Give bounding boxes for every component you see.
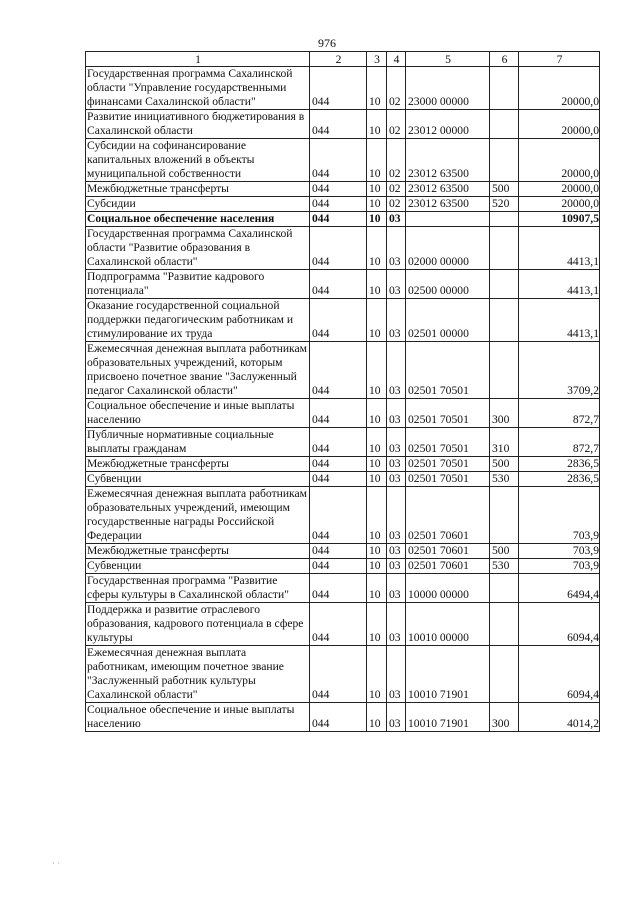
scan-mark: · · [52,858,61,868]
row-rz-cell: 10 [367,399,387,428]
row-name-cell: Государственная программа Сахалинской области "Управление государственными финансами Сахалинской области" [86,67,310,110]
row-gr-cell: 044 [310,212,367,227]
row-rz-cell: 10 [367,270,387,299]
row-rz-cell: 10 [367,603,387,646]
row-name-cell: Межбюджетные трансферты [86,457,310,472]
row-name-cell: Социальное обеспечение и иные выплаты населению [86,399,310,428]
row-vr-cell [490,342,519,399]
row-name-cell: Ежемесячная денежная выплата работникам образовательных учреждений, имеющим государственные награды Российской Федерации [86,487,310,544]
row-vr-cell: 500 [490,457,519,472]
row-rz-cell: 10 [367,212,387,227]
row-rz-cell: 10 [367,544,387,559]
row-rz-cell: 10 [367,110,387,139]
budget-table [85,51,600,732]
table-row [86,703,600,732]
row-pr-cell: 03 [387,399,406,428]
row-pr-cell: 02 [387,67,406,110]
row-csr-cell: 10010 00000 [406,603,490,646]
row-csr-cell: 02500 00000 [406,270,490,299]
row-gr-cell: 044 [310,270,367,299]
row-name-cell: Оказание государственной социальной поддержки педагогическим работникам и стимулирование их труда [86,299,310,342]
table-row [86,110,600,139]
row-csr-cell: 23012 63500 [406,182,490,197]
row-vr-cell [490,67,519,110]
row-gr-cell: 044 [310,703,367,732]
row-name-cell: Социальное обеспечение населения [86,212,310,227]
row-amount-cell: 6494,4 [519,574,600,603]
row-name-cell: Субсидии [86,197,310,212]
row-pr-cell: 02 [387,110,406,139]
row-gr-cell: 044 [310,487,367,544]
row-gr-cell: 044 [310,559,367,574]
row-vr-cell: 500 [490,182,519,197]
row-pr-cell: 02 [387,139,406,182]
header-cell-pr: 4 [387,52,406,67]
header-cell-name: 1 [86,52,310,67]
row-amount-cell: 703,9 [519,559,600,574]
row-name-cell: Ежемесячная денежная выплата работникам, имеющим почетное звание "Заслуженный работник культуры Сахалинской области" [86,646,310,703]
row-pr-cell: 03 [387,472,406,487]
row-rz-cell: 10 [367,646,387,703]
row-rz-cell: 10 [367,559,387,574]
row-amount-cell: 6094,4 [519,603,600,646]
row-name-cell: Межбюджетные трансферты [86,182,310,197]
row-rz-cell: 10 [367,227,387,270]
row-gr-cell: 044 [310,574,367,603]
header-cell-rz: 3 [367,52,387,67]
table-body [86,67,600,732]
row-vr-cell [490,299,519,342]
row-name-cell: Подпрограмма "Развитие кадрового потенциала" [86,270,310,299]
row-pr-cell: 03 [387,603,406,646]
row-vr-cell [490,603,519,646]
row-vr-cell [490,487,519,544]
row-name-cell: Публичные нормативные социальные выплаты гражданам [86,428,310,457]
row-rz-cell: 10 [367,197,387,212]
row-gr-cell: 044 [310,457,367,472]
row-csr-cell: 02501 70601 [406,544,490,559]
row-amount-cell: 4413,1 [519,299,600,342]
row-rz-cell: 10 [367,574,387,603]
row-vr-cell: 300 [490,399,519,428]
table-row [86,67,600,110]
row-gr-cell: 044 [310,428,367,457]
row-vr-cell [490,646,519,703]
row-pr-cell: 03 [387,544,406,559]
row-vr-cell [490,139,519,182]
row-pr-cell: 03 [387,574,406,603]
row-gr-cell: 044 [310,139,367,182]
row-name-cell: Социальное обеспечение и иные выплаты населению [86,703,310,732]
row-rz-cell: 10 [367,67,387,110]
row-pr-cell: 03 [387,428,406,457]
row-pr-cell: 02 [387,197,406,212]
table-row [86,544,600,559]
table-row [86,559,600,574]
row-pr-cell: 03 [387,227,406,270]
row-amount-cell: 2836,5 [519,457,600,472]
row-gr-cell: 044 [310,472,367,487]
row-amount-cell: 4014,2 [519,703,600,732]
row-amount-cell: 872,7 [519,428,600,457]
table-row [86,457,600,472]
table-row [86,646,600,703]
row-gr-cell: 044 [310,646,367,703]
header-cell-vr: 6 [490,52,519,67]
row-rz-cell: 10 [367,457,387,472]
page-number: 976 [318,36,336,50]
row-amount-cell: 10907,5 [519,212,600,227]
table-row [86,197,600,212]
row-csr-cell: 02501 70601 [406,559,490,574]
row-vr-cell [490,574,519,603]
row-csr-cell: 10010 71901 [406,703,490,732]
row-vr-cell: 300 [490,703,519,732]
row-gr-cell: 044 [310,67,367,110]
row-csr-cell: 02501 70601 [406,487,490,544]
row-csr-cell: 10000 00000 [406,574,490,603]
row-pr-cell: 02 [387,182,406,197]
row-csr-cell: 02501 00000 [406,299,490,342]
row-rz-cell: 10 [367,428,387,457]
table-row [86,182,600,197]
row-gr-cell: 044 [310,227,367,270]
row-gr-cell: 044 [310,299,367,342]
row-name-cell: Поддержка и развитие отраслевого образования, кадрового потенциала в сфере культуры [86,603,310,646]
row-pr-cell: 03 [387,270,406,299]
row-vr-cell [490,110,519,139]
row-amount-cell: 872,7 [519,399,600,428]
row-amount-cell: 703,9 [519,544,600,559]
row-csr-cell: 02000 00000 [406,227,490,270]
row-csr-cell: 23012 00000 [406,110,490,139]
row-csr-cell: 23012 63500 [406,139,490,182]
row-csr-cell: 23000 00000 [406,67,490,110]
row-csr-cell: 10010 71901 [406,646,490,703]
row-csr-cell: 02501 70501 [406,342,490,399]
row-vr-cell: 530 [490,472,519,487]
row-vr-cell: 500 [490,544,519,559]
row-gr-cell: 044 [310,544,367,559]
row-gr-cell: 044 [310,342,367,399]
row-rz-cell: 10 [367,139,387,182]
row-gr-cell: 044 [310,110,367,139]
header-cell-gr: 2 [310,52,367,67]
row-pr-cell: 03 [387,559,406,574]
table-row [86,428,600,457]
row-name-cell: Государственная программа Сахалинской области "Развитие образования в Сахалинской области" [86,227,310,270]
row-amount-cell: 4413,1 [519,227,600,270]
row-vr-cell [490,227,519,270]
table-row [86,212,600,227]
row-pr-cell: 03 [387,457,406,472]
row-rz-cell: 10 [367,299,387,342]
row-vr-cell: 310 [490,428,519,457]
table-row [86,270,600,299]
row-vr-cell: 520 [490,197,519,212]
row-gr-cell: 044 [310,197,367,212]
table-row [86,299,600,342]
row-rz-cell: 10 [367,472,387,487]
row-name-cell: Субвенции [86,472,310,487]
row-vr-cell: 530 [490,559,519,574]
row-name-cell: Межбюджетные трансферты [86,544,310,559]
table-row [86,139,600,182]
row-vr-cell [490,270,519,299]
row-pr-cell: 03 [387,299,406,342]
table-row [86,342,600,399]
row-name-cell: Субвенции [86,559,310,574]
table-row [86,603,600,646]
table-row [86,487,600,544]
row-rz-cell: 10 [367,487,387,544]
row-csr-cell [406,212,490,227]
row-amount-cell: 2836,5 [519,472,600,487]
row-pr-cell: 03 [387,342,406,399]
row-vr-cell [490,212,519,227]
row-gr-cell: 044 [310,399,367,428]
row-pr-cell: 03 [387,646,406,703]
row-csr-cell: 02501 70501 [406,472,490,487]
table-row [86,227,600,270]
row-name-cell: Государственная программа "Развитие сферы культуры в Сахалинской области" [86,574,310,603]
header-row [86,52,600,67]
row-amount-cell: 20000,0 [519,139,600,182]
row-rz-cell: 10 [367,182,387,197]
row-rz-cell: 10 [367,342,387,399]
row-rz-cell: 10 [367,703,387,732]
row-csr-cell: 02501 70501 [406,457,490,472]
row-amount-cell: 703,9 [519,487,600,544]
header-cell-amount: 7 [519,52,600,67]
row-pr-cell: 03 [387,487,406,544]
row-pr-cell: 03 [387,703,406,732]
row-gr-cell: 044 [310,603,367,646]
header-cell-csr: 5 [406,52,490,67]
row-name-cell: Субсидии на софинансирование капитальных вложений в объекты муниципальной собственности [86,139,310,182]
row-amount-cell: 20000,0 [519,197,600,212]
row-gr-cell: 044 [310,182,367,197]
table-row [86,399,600,428]
row-csr-cell: 02501 70501 [406,428,490,457]
row-name-cell: Развитие инициативного бюджетирования в Сахалинской области [86,110,310,139]
row-amount-cell: 3709,2 [519,342,600,399]
row-csr-cell: 02501 70501 [406,399,490,428]
row-csr-cell: 23012 63500 [406,197,490,212]
table-row [86,472,600,487]
row-amount-cell: 20000,0 [519,182,600,197]
row-amount-cell: 6094,4 [519,646,600,703]
row-pr-cell: 03 [387,212,406,227]
row-amount-cell: 20000,0 [519,110,600,139]
row-amount-cell: 4413,1 [519,270,600,299]
row-amount-cell: 20000,0 [519,67,600,110]
table-row [86,574,600,603]
row-name-cell: Ежемесячная денежная выплата работникам образовательных учреждений, которым присвоено почетное звание "Заслуженный педагог Сахалинской области" [86,342,310,399]
